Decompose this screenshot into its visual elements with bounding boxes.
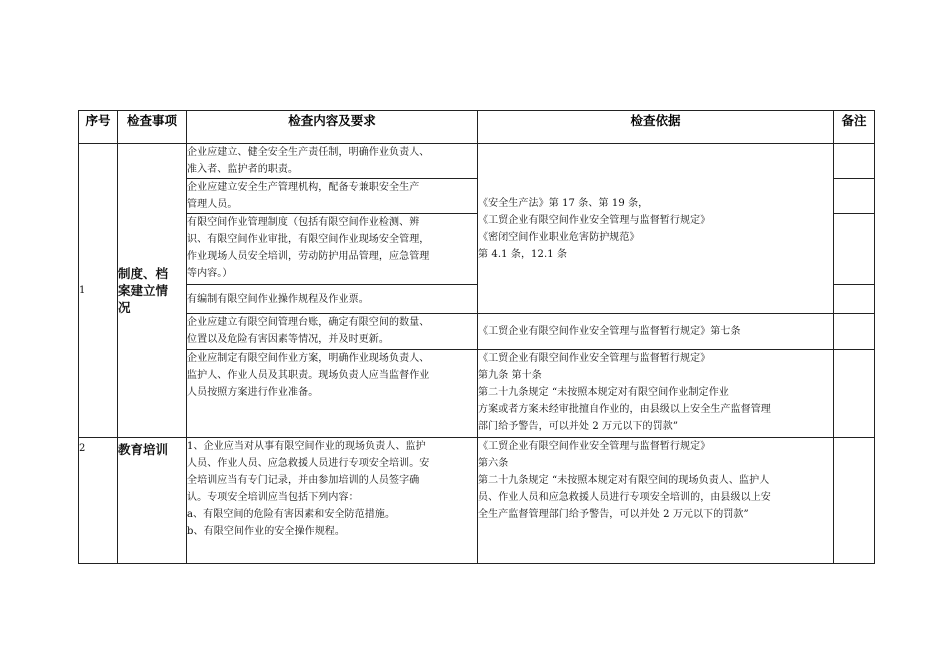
row-category: 制度、档 案建立情 况 bbox=[118, 144, 187, 438]
table-row bbox=[79, 144, 875, 179]
basis-cell: 《安全生产法》第 17 条、第 19 条， 《工贸企业有限空间作业安全管理与监督暂行规定》 《密闭空间作业职业危害防护规范》 第 4.1 条，12.1 条 bbox=[478, 144, 834, 314]
header-item: 检查事项 bbox=[118, 111, 187, 144]
content-cell: 有编制有限空间作业操作规程及作业票。 bbox=[187, 285, 478, 314]
header-seq: 序号 bbox=[79, 111, 118, 144]
table-row bbox=[79, 314, 875, 350]
remark-cell bbox=[834, 214, 875, 285]
content-cell: 企业应建立安全生产管理机构，配备专兼职安全生产 管理人员。 bbox=[187, 179, 478, 214]
basis-cell: 《工贸企业有限空间作业安全管理与监督暂行规定》 第九条 第十条 第二十九条规定 “未按照本规定对有限空间作业制定作业 方案或者方案未经审批擅自作业的，由县级以上安全生产监督管理 部门给予警告，可以并处 2 万元以下的罚款” bbox=[478, 350, 834, 438]
content-cell: 企业应建立有限空间管理台账，确定有限空间的数量、 位置以及危险有害因素等情况，并及时更新。 bbox=[187, 314, 478, 350]
header-content: 检查内容及要求 bbox=[187, 111, 478, 144]
remark-cell bbox=[834, 144, 875, 179]
basis-cell: 《工贸企业有限空间作业安全管理与监督暂行规定》 第六条 第二十九条规定 “未按照本规定对有限空间的现场负责人、监护人 员、作业人员和应急救援人员进行专项安全培训的，由县级以上安 全生产监督管理部门给予警告，可以并处 2 万元以下的罚款” bbox=[478, 438, 834, 564]
remark-cell bbox=[834, 285, 875, 314]
header-remark: 备注 bbox=[834, 111, 875, 144]
table-row bbox=[79, 350, 875, 438]
row-seq: 2 bbox=[79, 438, 118, 564]
header-row bbox=[79, 111, 875, 144]
table-row bbox=[79, 438, 875, 564]
inspection-table bbox=[78, 110, 875, 564]
header-basis: 检查依据 bbox=[478, 111, 834, 144]
row-seq: 1 bbox=[79, 144, 118, 438]
remark-cell bbox=[834, 314, 875, 350]
content-cell: 有限空间作业管理制度（包括有限空间作业检测、辨 识、有限空间作业审批，有限空间作业现场安全管理， 作业现场人员安全培训，劳动防护用品管理，应急管理 等内容。） bbox=[187, 214, 478, 285]
content-cell: 企业应制定有限空间作业方案，明确作业现场负责人、 监护人、作业人员及其职责。现场负责人应当监督作业 人员按照方案进行作业准备。 bbox=[187, 350, 478, 438]
remark-cell bbox=[834, 350, 875, 438]
row-category: 教育培训 bbox=[118, 438, 187, 564]
remark-cell bbox=[834, 179, 875, 214]
basis-cell: 《工贸企业有限空间作业安全管理与监督暂行规定》第七条 bbox=[478, 314, 834, 350]
content-cell: 1、企业应当对从事有限空间作业的现场负责人、监护 人员、作业人员、应急救援人员进行专项安全培训。安 全培训应当有专门记录，并由参加培训的人员签字确 认。专项安全培训应当包括下列内容： a、有限空间的危险有害因素和安全防范措施。 b、有限空间作业的安全操作规程。 bbox=[187, 438, 478, 564]
content-cell: 企业应建立、健全安全生产责任制，明确作业负责人、 准入者、监护者的职责。 bbox=[187, 144, 478, 179]
remark-cell bbox=[834, 438, 875, 564]
